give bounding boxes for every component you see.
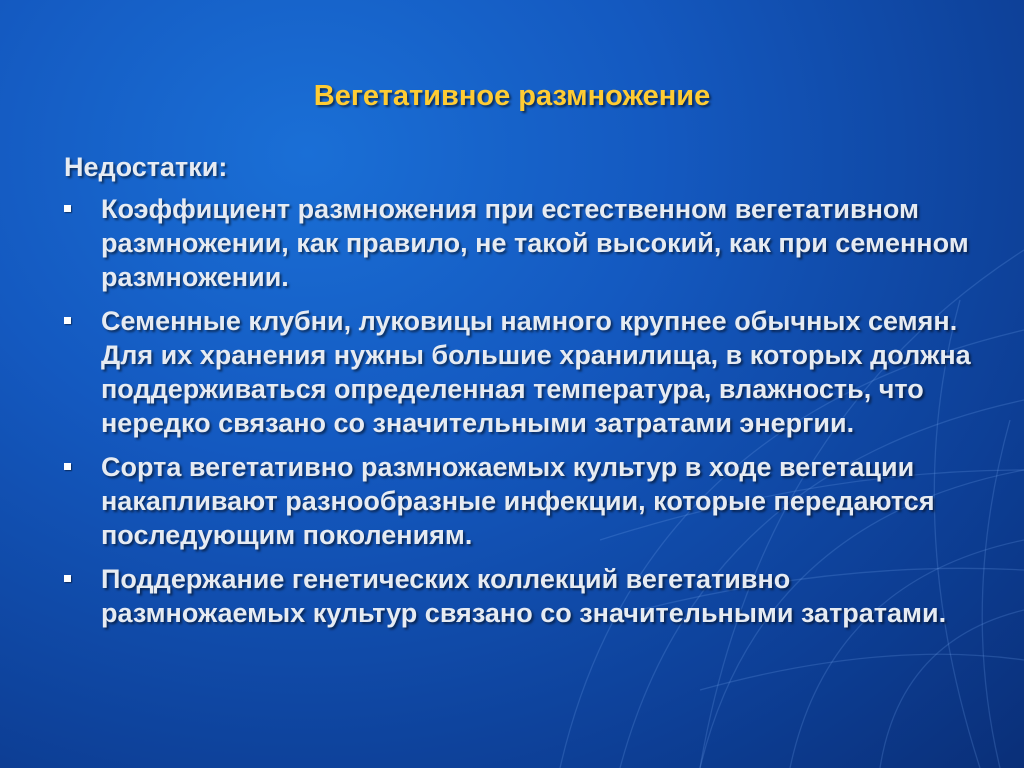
bullet-text: Коэффициент размножения при естественном вегетативном размножении, как правило, не такой высокий, как при семенном размножении. xyxy=(101,194,969,292)
square-bullet-icon xyxy=(64,463,71,470)
bullet-item xyxy=(64,562,984,630)
bullet-text: Семенные клубни, луковицы намного крупнее обычных семян. Для их хранения нужны большие хранилища, в которых должна поддерживаться определенная температура, влажность, что нередко связано со значительными затратами энергии. xyxy=(101,306,971,438)
bullet-item xyxy=(64,192,984,294)
subheading: Недостатки: xyxy=(64,152,228,182)
bullet-text: Поддержание генетических коллекций вегетативно размножаемых культур связано со значительными затратами. xyxy=(101,564,947,628)
square-bullet-icon xyxy=(64,575,71,582)
bullet-item xyxy=(64,304,984,440)
square-bullet-icon xyxy=(64,205,71,212)
slide-content xyxy=(64,150,984,640)
bullet-text: Сорта вегетативно размножаемых культур в ходе вегетации накапливают разнообразные инфекции, которые передаются последующим поколениям. xyxy=(101,452,935,550)
bullet-item xyxy=(64,450,984,552)
square-bullet-icon xyxy=(64,317,71,324)
bullet-list xyxy=(64,192,984,630)
slide-title: Вегетативное размножение xyxy=(313,80,711,112)
